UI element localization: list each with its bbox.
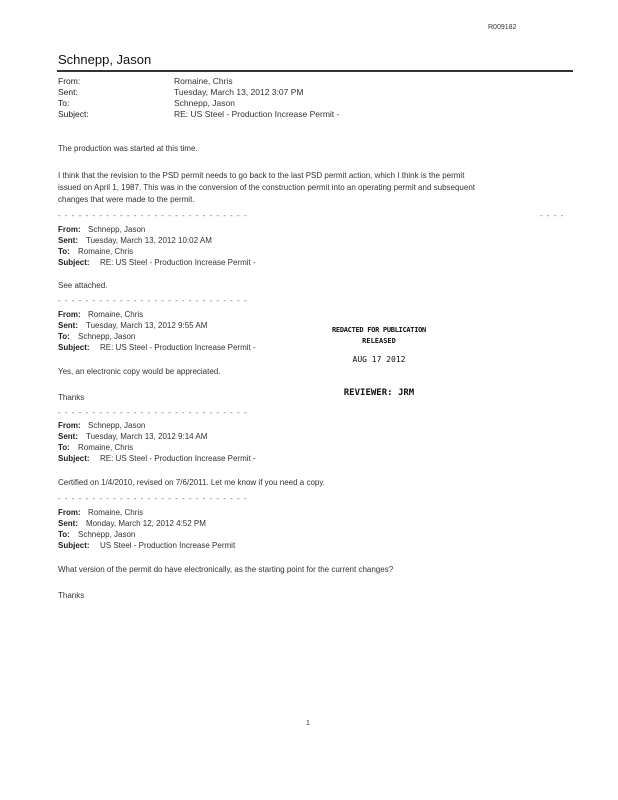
q4-subject-label: Subject: xyxy=(58,541,90,550)
mailbox-owner: Schnepp, Jason xyxy=(58,52,152,67)
body-certified: Certified on 1/4/2010, revised on 7/6/2011. Let me know if you need a copy. xyxy=(58,478,325,487)
q4-sent: Monday, March 12, 2012 4:52 PM xyxy=(86,519,206,528)
q1-from: Schnepp, Jason xyxy=(88,225,146,234)
q4-to: Schnepp, Jason xyxy=(78,530,136,539)
q2-to: Schnepp, Jason xyxy=(78,332,136,341)
body-line-3: issued on April 1, 1987. This was in the conversion of the construction permit into an operating permit and subsequent xyxy=(58,183,475,192)
body-attached: See attached. xyxy=(58,281,108,290)
q1-sent: Tuesday, March 13, 2012 10:02 AM xyxy=(86,236,212,245)
body-question: What version of the permit do have electronically, as the starting point for the current changes? xyxy=(58,565,394,574)
q4-to-label: To: xyxy=(58,530,70,539)
q4-from-label: From: xyxy=(58,508,81,517)
quote-separator-tail: - - - - xyxy=(540,211,565,220)
header-to-label: To: xyxy=(58,98,70,108)
header-from-label: From: xyxy=(58,76,81,86)
q1-subject-label: Subject: xyxy=(58,258,90,267)
q3-from: Schnepp, Jason xyxy=(88,421,146,430)
q1-to-label: To: xyxy=(58,247,70,256)
header-sent: Tuesday, March 13, 2012 3:07 PM xyxy=(174,87,304,97)
stamp-redacted: REDACTED FOR PUBLICATION xyxy=(332,326,426,334)
q3-from-label: From: xyxy=(58,421,81,430)
header-from: Romaine, Chris xyxy=(174,76,233,86)
q2-to-label: To: xyxy=(58,332,70,341)
q2-sent: Tuesday, March 13, 2012 9:55 AM xyxy=(86,321,208,330)
header-subject: RE: US Steel - Production Increase Permit - xyxy=(174,109,340,119)
body-electronic-copy: Yes, an electronic copy would be appreciated. xyxy=(58,367,221,376)
q1-to: Romaine, Chris xyxy=(78,247,134,256)
q1-from-label: From: xyxy=(58,225,81,234)
q4-from: Romaine, Chris xyxy=(88,508,144,517)
body-line-2: I think that the revision to the PSD permit needs to go back to the last PSD permit action, which I think is the permit xyxy=(58,171,465,180)
stamp-date: AUG 17 2012 xyxy=(352,355,406,364)
q3-sent: Tuesday, March 13, 2012 9:14 AM xyxy=(86,432,208,441)
body-thanks-1: Thanks xyxy=(58,393,85,402)
body-thanks-2: Thanks xyxy=(58,591,85,600)
q3-sent-label: Sent: xyxy=(58,432,78,441)
q4-subject: US Steel - Production Increase Permit xyxy=(100,541,236,550)
header-to: Schnepp, Jason xyxy=(174,98,235,108)
q1-sent-label: Sent: xyxy=(58,236,78,245)
q2-from-label: From: xyxy=(58,310,81,319)
q2-from: Romaine, Chris xyxy=(88,310,144,319)
q2-subject: RE: US Steel - Production Increase Permit - xyxy=(100,343,256,352)
header-subject-label: Subject: xyxy=(58,109,89,119)
page-number: 1 xyxy=(306,720,310,727)
q1-subject: RE: US Steel - Production Increase Permit - xyxy=(100,258,256,267)
quote-separator: - - - - - - - - - - - - - - - - - - - - - - - - - - - - xyxy=(58,408,248,417)
quote-separator: - - - - - - - - - - - - - - - - - - - - - - - - - - - - xyxy=(58,296,248,305)
bates-number: R009182 xyxy=(488,24,517,31)
q4-sent-label: Sent: xyxy=(58,519,78,528)
q3-to-label: To: xyxy=(58,443,70,452)
stamp-released: RELEASED xyxy=(362,337,396,345)
q3-subject: RE: US Steel - Production Increase Permit - xyxy=(100,454,256,463)
stamp-reviewer: REVIEWER: JRM xyxy=(343,388,415,398)
header-rule xyxy=(57,70,573,72)
q2-sent-label: Sent: xyxy=(58,321,78,330)
header-sent-label: Sent: xyxy=(58,87,78,97)
quote-separator: - - - - - - - - - - - - - - - - - - - - - - - - - - - - xyxy=(58,494,248,503)
quote-separator: - - - - - - - - - - - - - - - - - - - - - - - - - - - - xyxy=(58,211,248,220)
q3-to: Romaine, Chris xyxy=(78,443,134,452)
q2-subject-label: Subject: xyxy=(58,343,90,352)
q3-subject-label: Subject: xyxy=(58,454,90,463)
body-line-4: changes that were made to the permit. xyxy=(58,195,195,204)
body-line-1: The production was started at this time. xyxy=(58,144,198,153)
